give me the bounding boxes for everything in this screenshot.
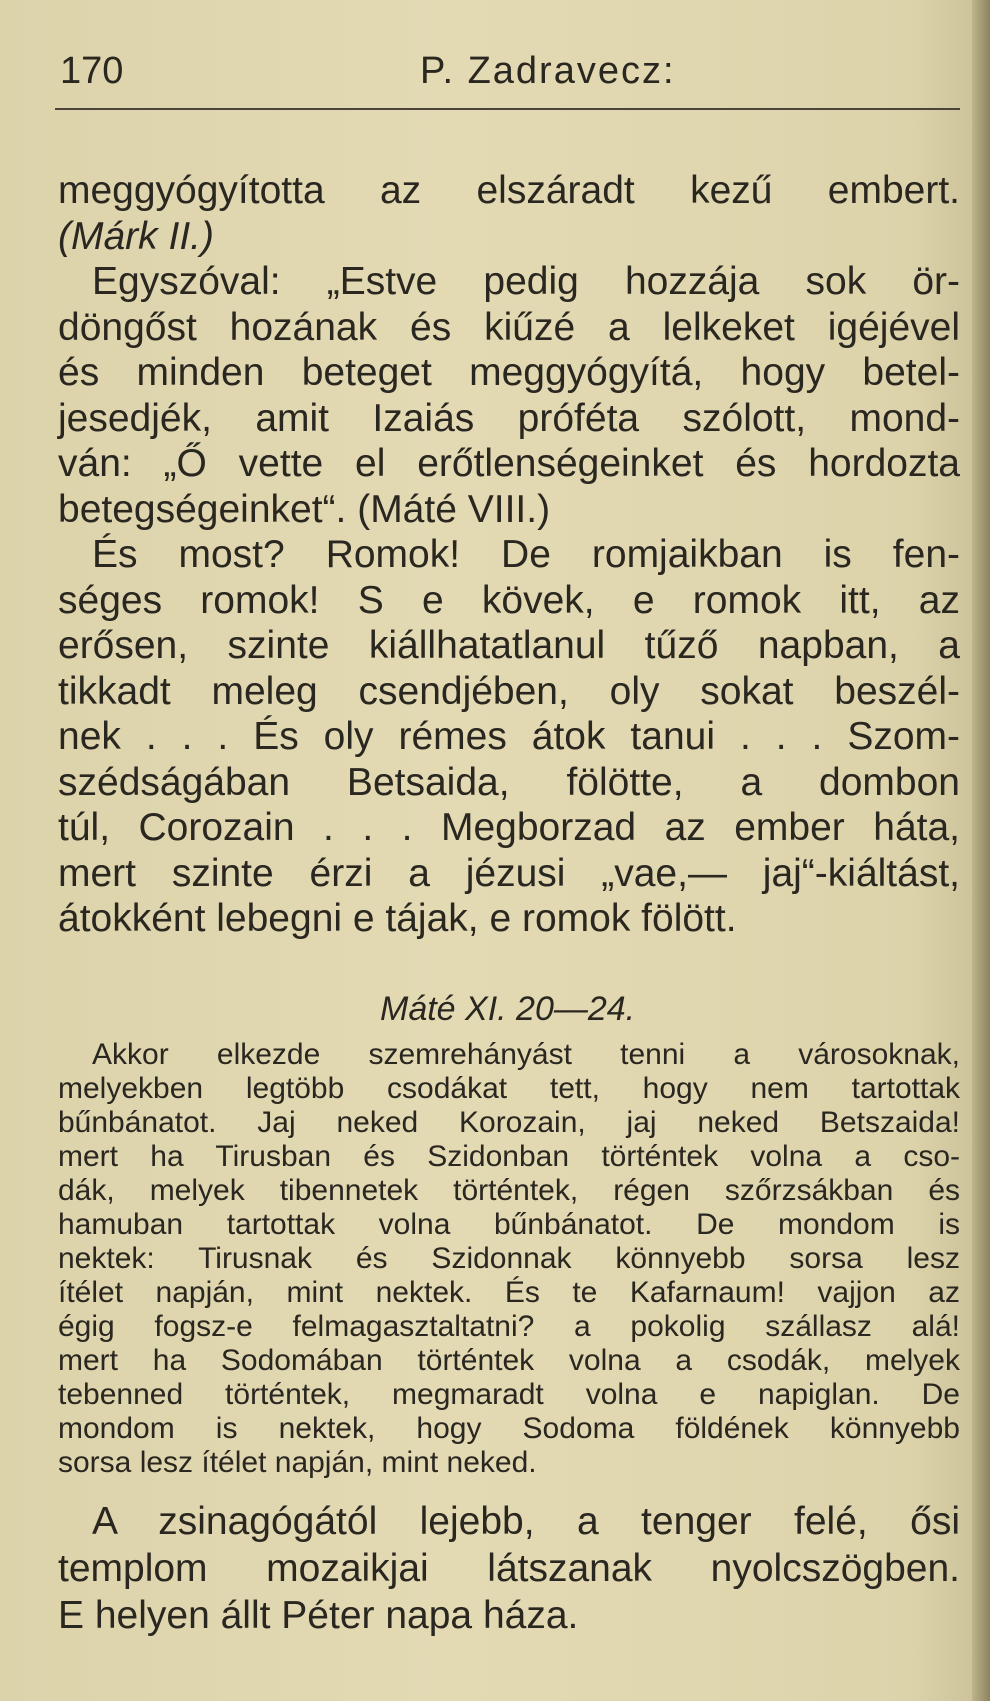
text-line: Egyszóval: „Estve pedig hozzája sok ör- <box>92 260 960 303</box>
running-head: P. Zadravecz: <box>420 50 676 92</box>
quote-line: mert ha Sodomában történtek volna a csodák, melyek <box>58 1344 960 1377</box>
page-header <box>60 50 960 110</box>
text-line: ván: „Ő vette el erőtlenségeinket és hordozta <box>58 442 960 485</box>
quote-line: Akkor elkezde szemrehányást tenni a városoknak, <box>92 1038 960 1071</box>
text-line: nek . . . És oly rémes átok tanui . . . Szom- <box>58 715 960 758</box>
scripture-citation: Máté XI. 20—24. <box>380 990 636 1028</box>
text-line: És most? Romok! De romjaikban is fen- <box>92 533 960 576</box>
text-line: templom mozaikjai látszanak nyolcszögben. <box>58 1547 960 1590</box>
quote-line: sorsa lesz ítélet napján, mint neked. <box>58 1446 537 1479</box>
text-line: tikkadt meleg csendjében, oly sokat beszél- <box>58 669 960 713</box>
text-line: E helyen állt Péter napa háza. <box>58 1594 579 1637</box>
text-line: séges romok! S e kövek, e romok itt, az <box>58 578 960 622</box>
text-line: erősen, szinte kiállhatatlanul tűző napban, a <box>58 624 960 667</box>
page-edge-shadow <box>972 0 990 1701</box>
text-line: átokként lebegni e tájak, e romok fölött. <box>58 897 737 940</box>
text-line: meggyógyította az elszáradt kezű embert. <box>58 169 960 212</box>
text-line-citation: (Márk II.) <box>58 214 214 258</box>
quote-line: égig fogsz-e felmagasztaltatni? a pokolig szállasz alá! <box>58 1310 960 1343</box>
text-line: szédságában Betsaida, fölötte, a dombon <box>58 760 960 804</box>
text-line: mert szinte érzi a jézusi „vae,— jaj“-kiáltást, <box>58 851 960 895</box>
quote-line: mert ha Tirusban és Szidonban történtek volna a cso- <box>58 1140 960 1173</box>
header-rule <box>55 108 960 110</box>
page-number: 170 <box>60 50 124 92</box>
quote-line: dák, melyek tibennetek történtek, régen szőrzsákban és <box>58 1174 960 1207</box>
quote-line: mondom is nektek, hogy Sodoma földének könnyebb <box>58 1412 960 1445</box>
quote-line: nektek: Tirusnak és Szidonnak könnyebb sorsa lesz <box>58 1242 960 1275</box>
scripture-quote <box>58 1038 960 1480</box>
quote-line: bűnbánatot. Jaj neked Korozain, jaj neked Betszaida! <box>58 1106 960 1139</box>
closing-paragraph <box>58 1498 960 1639</box>
text-line: túl, Corozain . . . Megborzad az ember háta, <box>58 806 960 849</box>
quote-line: hamuban tartottak volna bűnbánatot. De mondom is <box>58 1208 960 1241</box>
quote-line: melyekben legtöbb csodákat tett, hogy nem tartottak <box>58 1072 960 1105</box>
quote-line: ítélet napján, mint nektek. És te Kafarnaum! vajjon az <box>58 1276 960 1309</box>
quote-line: tebenned történtek, megmaradt volna e napiglan. De <box>58 1378 960 1411</box>
text-line: és minden beteget meggyógyítá, hogy betel- <box>58 351 960 394</box>
body-paragraphs <box>58 168 960 942</box>
text-line: A zsinagógától lejebb, a tenger felé, ősi <box>92 1500 960 1543</box>
text-line: döngőst hozának és kiűzé a lelkeket igéjével <box>58 305 960 349</box>
text-line: betegségeinket“. (Máté VIII.) <box>58 487 551 531</box>
text-line: jesedjék, amit Izaiás próféta szólott, mond- <box>58 396 960 440</box>
